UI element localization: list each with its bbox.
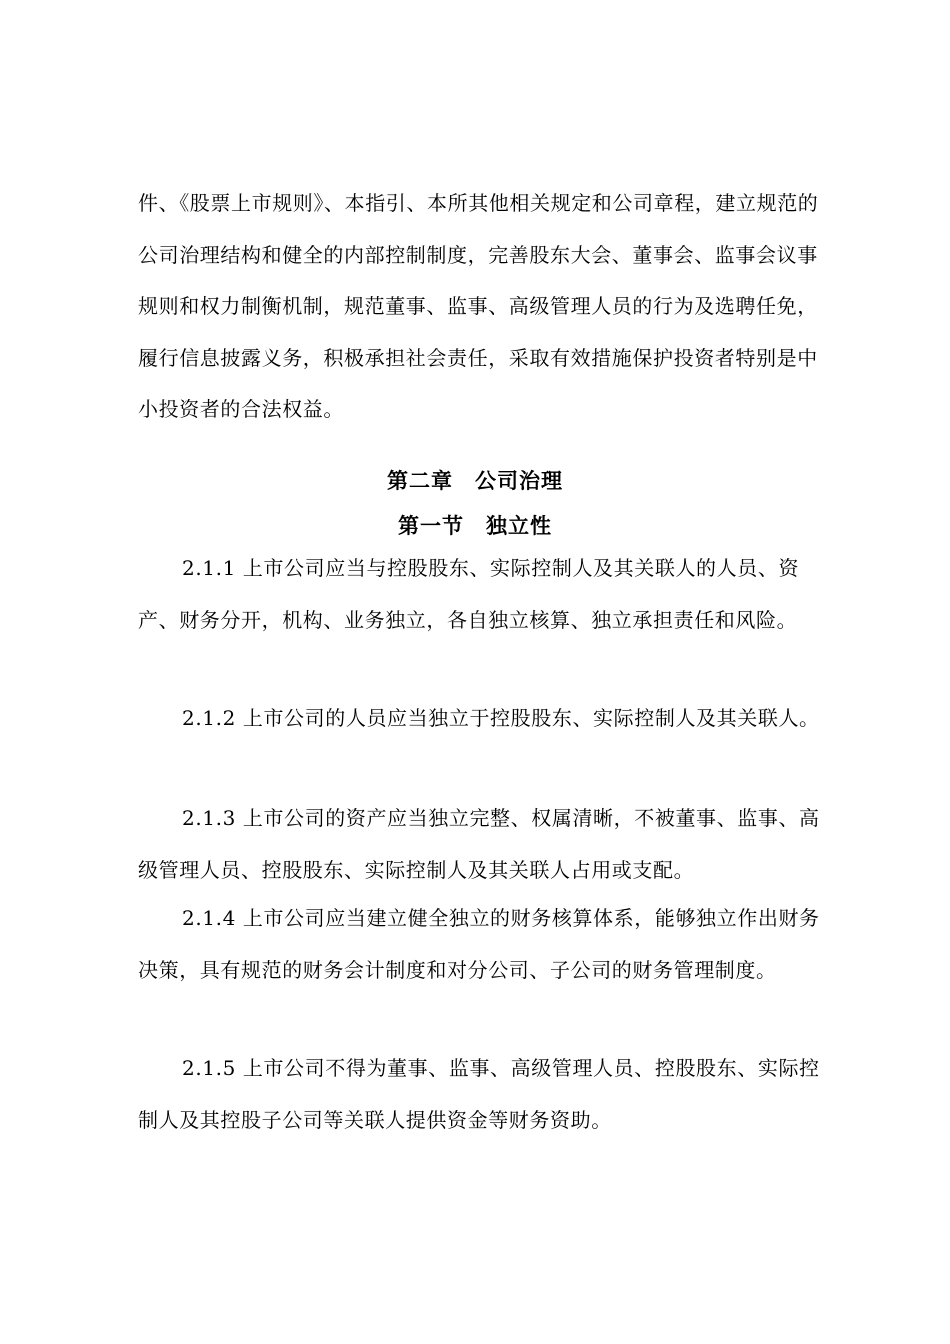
clause-2-1-2: 2.1.2 上市公司的人员应当独立于控股股东、实际控制人及其关联人。	[182, 706, 820, 730]
clause-2-1-4: 2.1.4 上市公司应当建立健全独立的财务核算体系，能够独立作出财务决策，具有规范的财务会计制度和对分公司、子公司的财务管理制度。	[138, 906, 820, 982]
clause-2-1-5: 2.1.5 上市公司不得为董事、监事、高级管理人员、控股股东、实际控制人及其控股子公司等关联人提供资金等财务资助。	[138, 1056, 820, 1132]
clause-2-1-3: 2.1.3 上市公司的资产应当独立完整、权属清晰，不被董事、监事、高级管理人员、控股股东、实际控制人及其关联人占用或支配。	[138, 806, 820, 882]
clause-2-1-1: 2.1.1 上市公司应当与控股股东、实际控制人及其关联人的人员、资产、财务分开，机构、业务独立，各自独立核算、独立承担责任和风险。	[138, 556, 800, 632]
chapter-title: 第二章 公司治理	[387, 468, 563, 493]
section-title: 第一节 独立性	[398, 513, 552, 538]
intro-paragraph: 件、《股票上市规则》、本指引、本所其他相关规定和公司章程，建立规范的公司治理结构和健全的内部控制制度，完善股东大会、董事会、监事会议事规则和权力制衡机制，规范董事、监事、高级管理人员的行为及选聘任免，履行信息披露义务，积极承担社会责任，采取有效措施保护投资者特别是中小投资者的合法权益。	[138, 191, 819, 421]
